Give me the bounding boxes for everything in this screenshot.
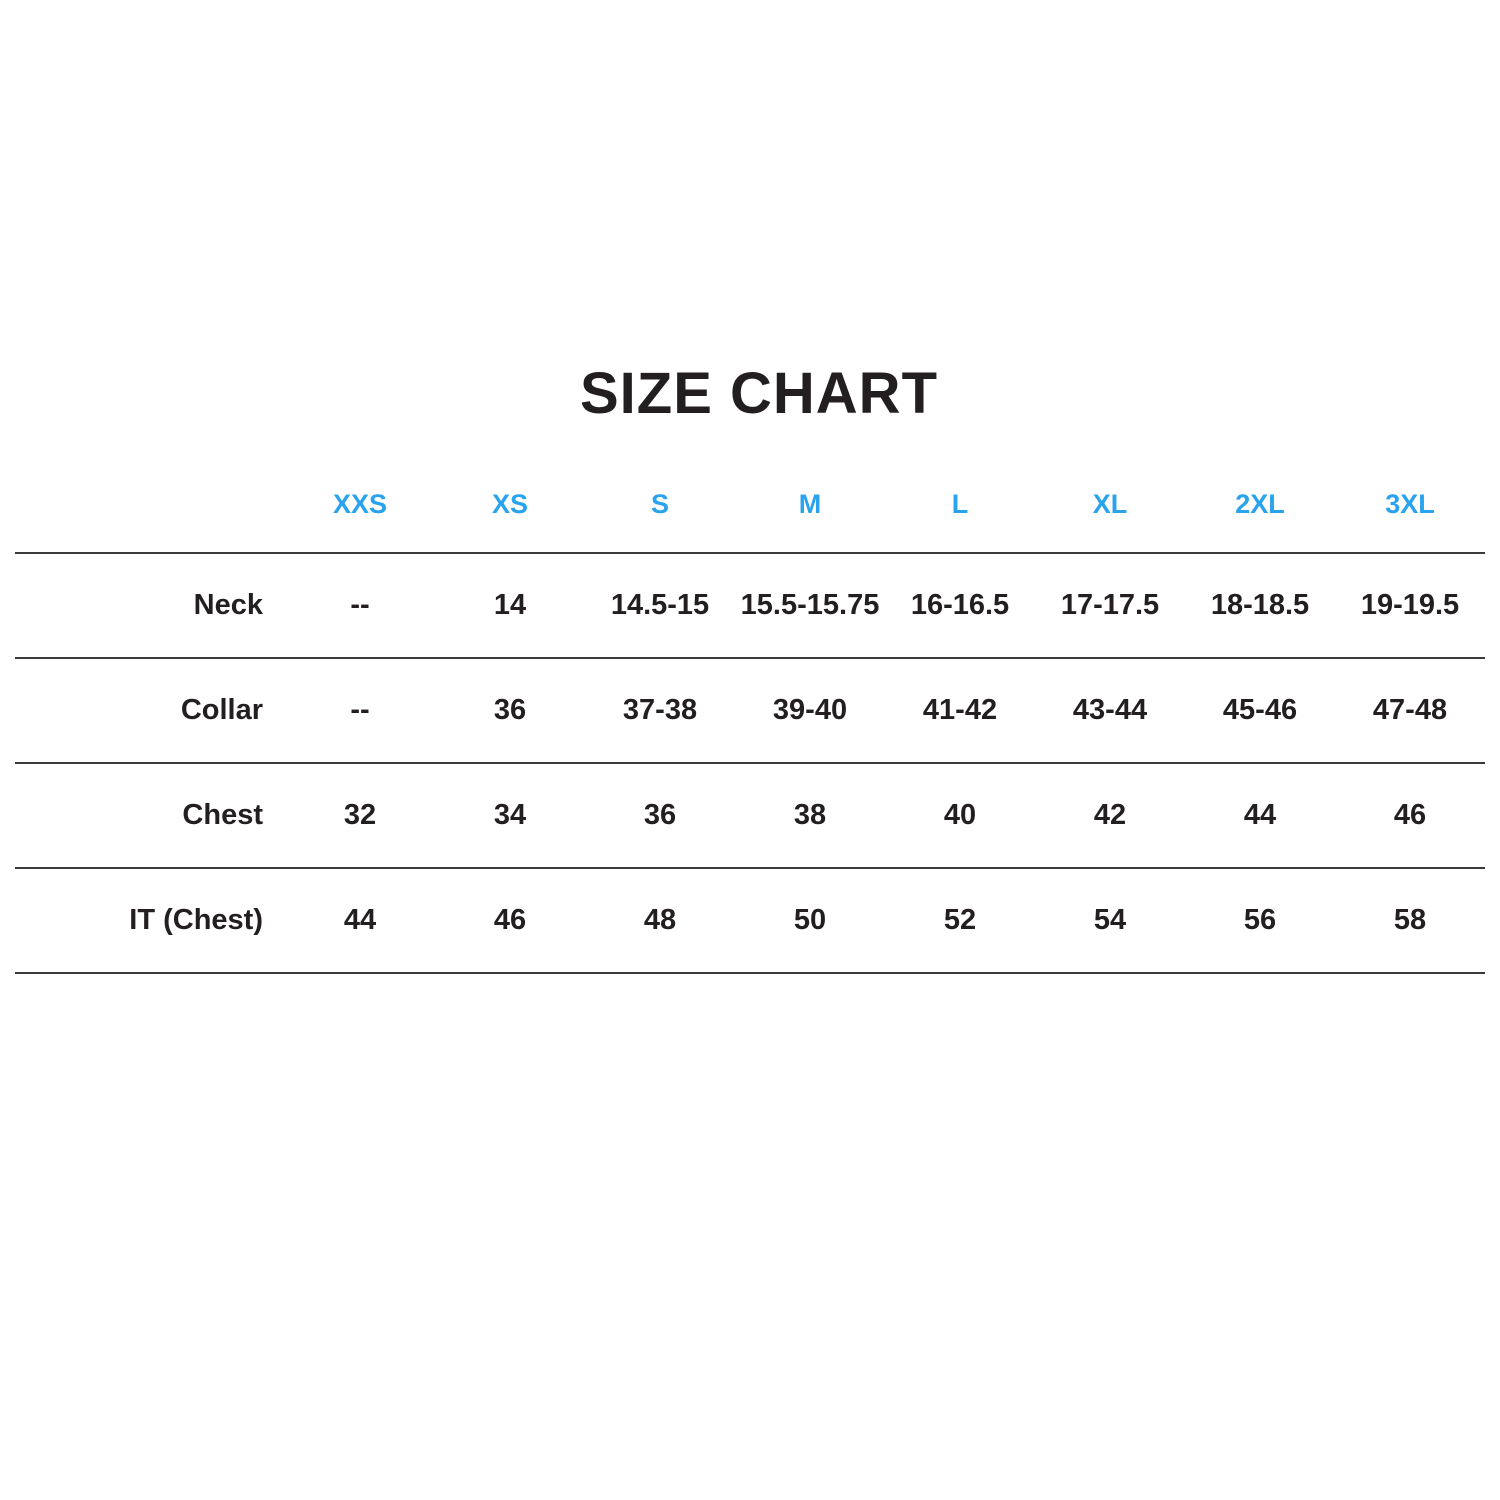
page-title: SIZE CHART <box>580 361 938 426</box>
row-label-chest: Chest <box>182 799 263 831</box>
cell-chest-2xl: 44 <box>1243 799 1277 831</box>
table-row <box>15 658 1485 763</box>
cell-collar-xxs: -- <box>350 694 370 726</box>
cell-it-chest-xxs: 44 <box>343 904 377 936</box>
cell-it-chest-2xl: 56 <box>1243 904 1277 936</box>
header-corner-cell <box>15 489 285 553</box>
cell-neck-2xl: 18-18.5 <box>1210 589 1310 621</box>
column-header-l: L <box>951 489 969 519</box>
cell-collar-l: 41-42 <box>922 694 998 726</box>
cell-it-chest-l: 52 <box>943 904 977 936</box>
column-header-xxs: XXS <box>332 489 388 519</box>
column-header-3xl: 3XL <box>1385 489 1435 519</box>
column-header-2xl: 2XL <box>1235 489 1285 519</box>
cell-chest-s: 36 <box>643 799 677 831</box>
cell-neck-xs: 14 <box>493 589 527 621</box>
cell-it-chest-xl: 54 <box>1093 904 1127 936</box>
cell-neck-m: 15.5-15.75 <box>740 589 880 621</box>
column-header-xl: XL <box>1092 489 1128 519</box>
cell-collar-xl: 43-44 <box>1072 694 1148 726</box>
column-header-xs: XS <box>491 489 529 519</box>
cell-chest-xs: 34 <box>493 799 527 831</box>
cell-chest-xl: 42 <box>1093 799 1127 831</box>
table-row <box>15 763 1485 868</box>
cell-chest-l: 40 <box>943 799 977 831</box>
header-row <box>15 489 1485 553</box>
cell-chest-m: 38 <box>793 799 827 831</box>
row-label-neck: Neck <box>193 589 263 621</box>
cell-it-chest-s: 48 <box>643 904 677 936</box>
cell-neck-s: 14.5-15 <box>610 589 710 621</box>
table-body <box>15 553 1485 973</box>
cell-neck-xl: 17-17.5 <box>1060 589 1160 621</box>
cell-it-chest-xs: 46 <box>493 904 527 936</box>
cell-neck-l: 16-16.5 <box>910 589 1010 621</box>
cell-chest-xxs: 32 <box>343 799 377 831</box>
cell-collar-2xl: 45-46 <box>1222 694 1298 726</box>
cell-collar-m: 39-40 <box>772 694 848 726</box>
cell-collar-s: 37-38 <box>622 694 698 726</box>
cell-collar-3xl: 47-48 <box>1372 694 1448 726</box>
column-header-s: S <box>650 489 669 519</box>
row-label-collar: Collar <box>180 694 263 726</box>
table-row <box>15 868 1485 973</box>
cell-it-chest-m: 50 <box>793 904 827 936</box>
cell-neck-3xl: 19-19.5 <box>1360 589 1460 621</box>
row-label-it-chest: IT (Chest) <box>129 904 263 936</box>
cell-neck-xxs: -- <box>350 589 370 621</box>
cell-collar-xs: 36 <box>493 694 527 726</box>
size-chart-table <box>15 489 1485 974</box>
table-row <box>15 553 1485 658</box>
cell-it-chest-3xl: 58 <box>1393 904 1427 936</box>
table-header <box>15 489 1485 553</box>
size-chart-container <box>0 360 1500 974</box>
column-header-m: M <box>798 489 822 519</box>
cell-chest-3xl: 46 <box>1393 799 1427 831</box>
